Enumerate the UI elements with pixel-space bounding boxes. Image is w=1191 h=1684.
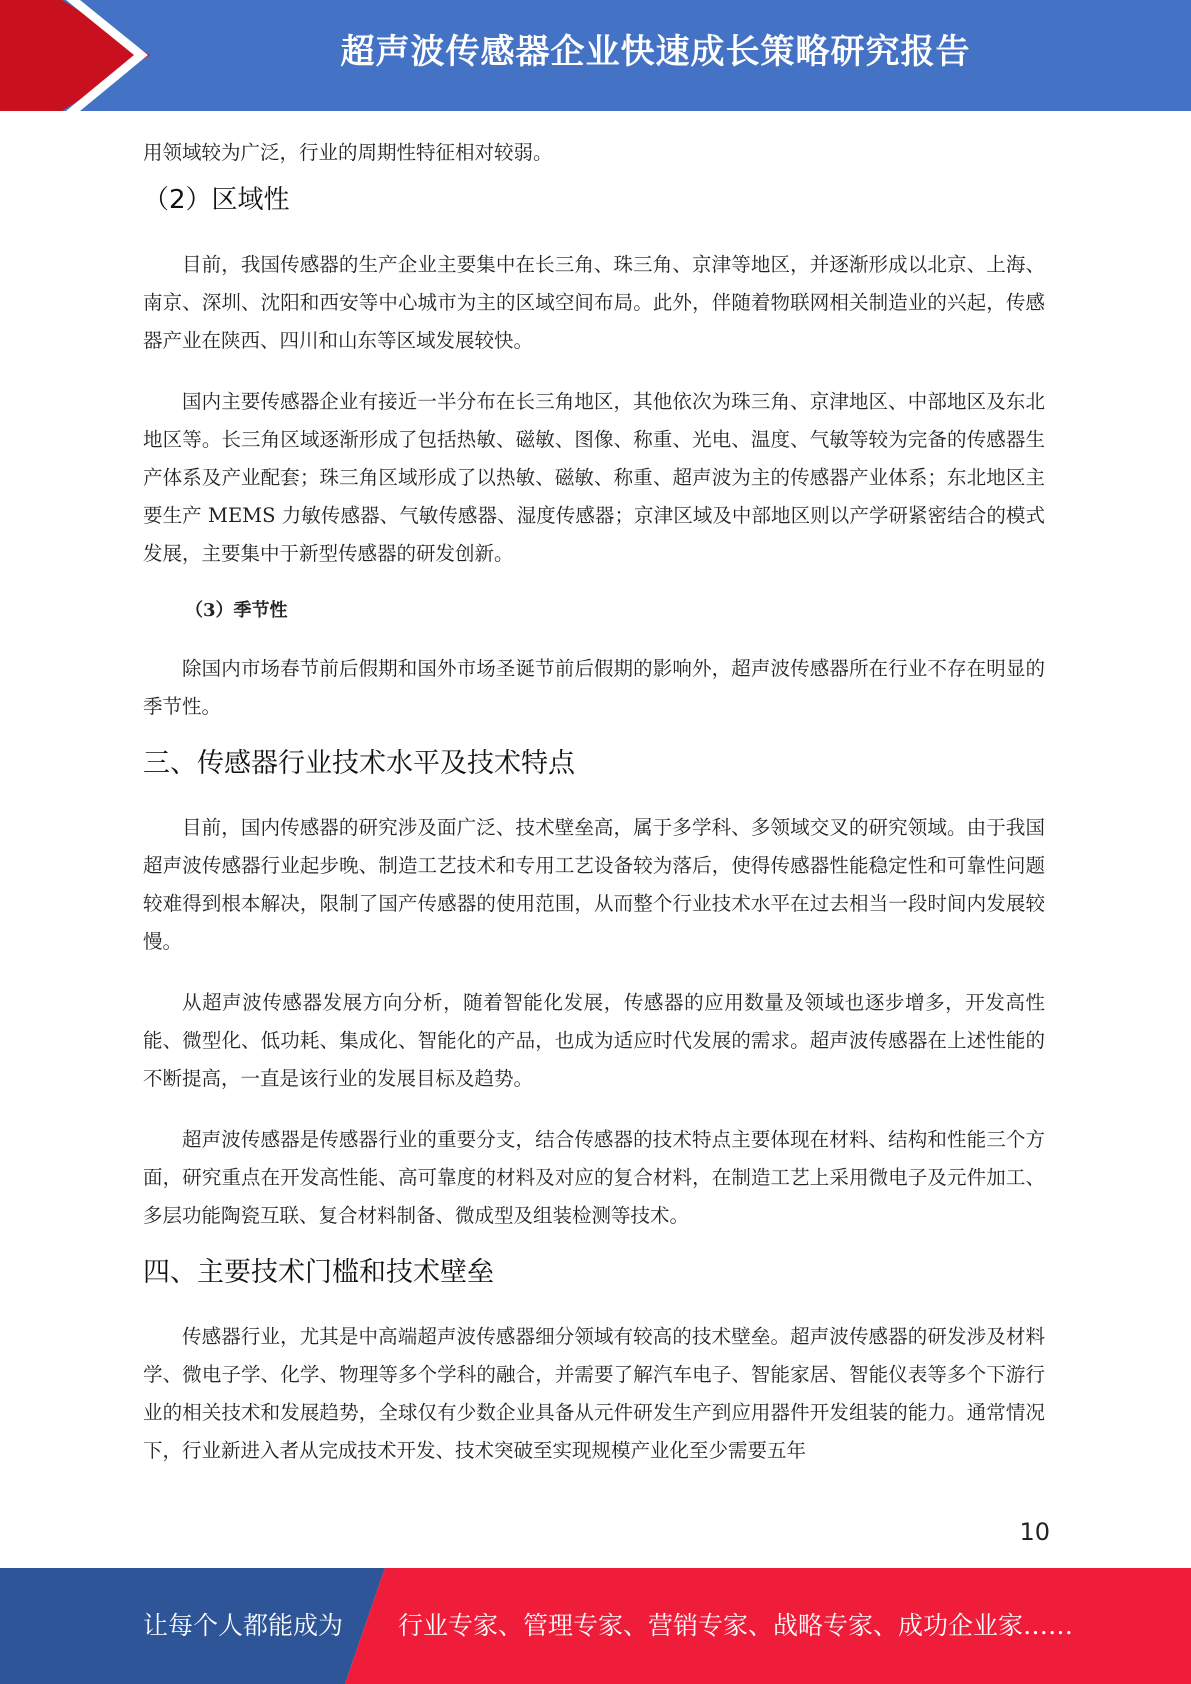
heading-section-3: 三、传感器行业技术水平及技术特点 [143,748,575,779]
page-number: 10 [1019,1518,1050,1546]
footer-slogan-left: 让每个人都能成为 [143,1611,344,1640]
heading-seasonal: （3）季节性 [185,600,288,621]
paragraph-section-3-3: 超声波传感器是传感器行业的重要分支，结合传感器的技术特点主要体现在材料、结构和性能三个方面，研究重点在开发高性能、高可靠度的材料及对应的复合材料，在制造工艺上采用微电子及元件加工、多层功能陶瓷互联、复合材料制备、微成型及组装检测等技术。 [143,1128,1045,1227]
paragraph-regional-2: 国内主要传感器企业有接近一半分布在长三角地区，其他依次为珠三角、京津地区、中部地区及东北地区等。长三角区域逐渐形成了包括热敏、磁敏、图像、称重、光电、温度、气敏等较为完备的传感器生产体系及产业配套；珠三角区域形成了以热敏、磁敏、称重、超声波为主的传感器产业体系；东北地区主要生产 MEMS 力敏传感器、气敏传感器、湿度传感器；京津区域及中部地区则以产学研紧密结合的模式发展，主要集中于新型传感器的研发创新。 [143,390,1045,565]
paragraph-seasonal: 除国内市场春节前后假期和国外市场圣诞节前后假期的影响外，超声波传感器所在行业不存在明显的季节性。 [143,657,1045,718]
report-title: 超声波传感器企业快速成长策略研究报告 [340,32,971,72]
page-content [143,134,1045,1470]
paragraph-section-3-2: 从超声波传感器发展方向分析，随着智能化发展，传感器的应用数量及领域也逐步增多，开发高性能、微型化、低功耗、集成化、智能化的产品，也成为适应时代发展的需求。超声波传感器在上述性能的不断提高，一直是该行业的发展目标及趋势。 [143,991,1045,1090]
paragraph-regional-1: 目前，我国传感器的生产企业主要集中在长三角、珠三角、京津等地区，并逐渐形成以北京、上海、南京、深圳、沈阳和西安等中心城市为主的区域空间布局。此外，伴随着物联网相关制造业的兴起，传感器产业在陕西、四川和山东等区域发展较快。 [143,253,1045,352]
paragraph-section-3-1: 目前，国内传感器的研究涉及面广泛、技术壁垒高，属于多学科、多领域交叉的研究领域。由于我国超声波传感器行业起步晚、制造工艺技术和专用工艺设备较为落后，使得传感器性能稳定性和可靠性问题较难得到根本解决，限制了国产传感器的使用范围，从而整个行业技术水平在过去相当一段时间内发展较慢。 [143,816,1045,953]
heading-regional: （2）区域性 [143,185,290,215]
heading-section-4: 四、主要技术门槛和技术壁垒 [143,1257,494,1288]
paragraph-section-4-1: 传感器行业，尤其是中高端超声波传感器细分领域有较高的技术壁垒。超声波传感器的研发涉及材料学、微电子学、化学、物理等多个学科的融合，并需要了解汽车电子、智能家居、智能仪表等多个下游行业的相关技术和发展趋势，全球仅有少数企业具备从元件研发生产到应用器件开发组装的能力。通常情况下，行业新进入者从完成技术开发、技术突破至实现规模产业化至少需要五年 [143,1325,1045,1462]
footer-slogan-right: 行业专家、管理专家、营销专家、战略专家、成功企业家…… [398,1611,1074,1640]
page-header [0,0,1191,111]
intro-paragraph: 用领域较为广泛，行业的周期性特征相对较弱。 [143,141,553,164]
page-footer [0,1568,1191,1684]
